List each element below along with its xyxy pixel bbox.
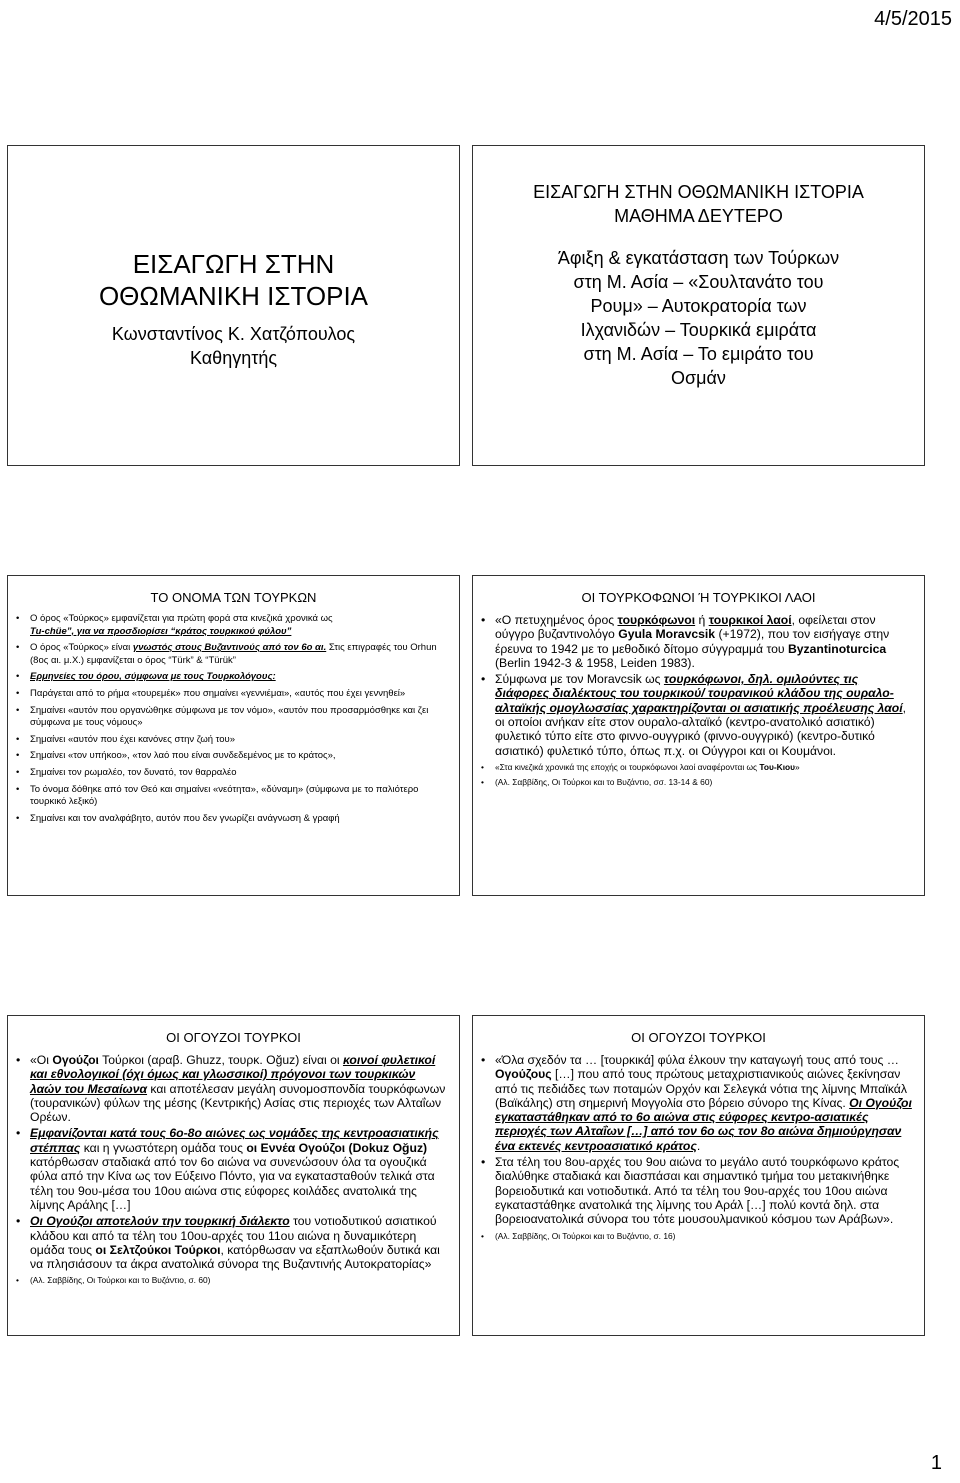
citation: • (Αλ. Σαββίδης, Οι Τούρκοι και το Βυζάντιο, σ. 60): [30, 1275, 449, 1286]
list-item: • Στα τέλη του 8ου-αρχές του 9ου αιώνα το μεγάλο αυτό τουρκόφωνο κράτος διαλύθηκε σταδιακά και διασπάσαι και σημαντικό τμήμα του μετακινήθηκε βορειοδυτικά και νοτιοδυτικά. Από τα τέλη του 9ου-αρχές του 10ου αιώνα εγκαταστάθηκε ανατολικά της λίμνης του Αράλ […] πολύ κοντά δηλ. στα βορειοανατολικά σύνορα του τότε μουσουλμανικού κόσμου των Αράβων».: [495, 1155, 914, 1226]
list-item: • Σύμφωνα με τον Moravcsik ως τουρκόφωνοι, δηλ. ομιλούντες τις διάφορες διαλέκτους του τουρκικού/ τουρανικού κλάδου της ουραλο-αλταϊκής ομογλωσσίας χαρακτηρίζονται οι ασιατικής προέλευσης λαοί, οι οποίοι ανήκαν είτε στον ουραλο-αλταϊκό (κεντρο-ανατολικό ασιατικό) φυλετικό τύπο είτε στο φιννο-ουγγρικό (φιννο-ουγγρικό) (κεντρο-δυτικό ασιατικό) φυλετικό τύπο, όπως π.χ. οι Ούγγροι και οι Κουμάνοι.: [495, 672, 914, 758]
slide-2-text-line: Ρουμ» – Αυτοκρατορία των: [590, 296, 807, 316]
slide-4-notes: [473, 762, 924, 788]
list-item: • Σημαίνει «τον υπήκοο», «τον λαό που είναι συνδεδεμένος με το κράτος»,: [30, 750, 449, 763]
list-item: • Σημαίνει τον ρωμαλέο, τον δυνατό, τον θαρραλέο: [30, 767, 449, 780]
slide-6-notes: [473, 1231, 924, 1242]
slide-3: [7, 575, 460, 896]
slide-2-text-line: Άφιξη & εγκατάσταση των Τούρκων: [557, 248, 840, 268]
list-item: • Σημαίνει και τον αναλφάβητο, αυτόν που δεν γνωρίζει ανάγνωση & γραφή: [30, 813, 449, 826]
list-item: • «Στα κινεζικά χρονικά της εποχής οι τουρκόφωνοι λαοί αναφέρονται ως Του-Κιου»: [495, 762, 914, 773]
slide-3-title: ΤΟ ΟΝΟΜΑ ΤΩΝ ΤΟΥΡΚΩΝ: [150, 590, 317, 605]
slide-3-list: [8, 613, 459, 825]
slide-4-title: ΟΙ ΤΟΥΡΚΟΦΩΝΟΙ Ή ΤΟΥΡΚΙΚΟΙ ΛΑΟΙ: [581, 590, 816, 605]
list-item: • Οι Ογούζοι αποτελούν την τουρκική διάλεκτο του νοτιοδυτικού ασιατικού κλάδου και από τα τέλη του 10ου-αρχές του 11ου αιώνα η δυναμικότερη ομάδα τους οι Σελτζούκοι Τούρκοι, κατόρθωσαν να εξαπλωθούν δυτικά και να πλησιάσουν τα άκρα ανατολικά σύνορα της Βυζαντινής Αυτοκρατορίας»: [30, 1214, 449, 1271]
list-item: • Το όνομα δόθηκε από τον Θεό και σημαίνει «νεότητα», «δύναμη» (σύμφωνα με το παλιότερο τουρκικό λεξικό): [30, 784, 449, 809]
slide-6-list: [473, 1053, 924, 1227]
slide-6: [472, 1015, 925, 1336]
list-item: • Ο όρος «Τούρκος» εμφανίζεται για πρώτη φορά στα κινεζικά χρονικά ως Tu-chüe”, για να προσδιορίσει “κράτος τουρκικού φύλου”: [30, 613, 449, 638]
slide-6-title: ΟΙ ΟΓΟΥΖΟΙ ΤΟΥΡΚΟΙ: [631, 1030, 766, 1045]
list-item: • Ερμηνείες του όρου, σύμφωνα με τους Τουρκολόγους:: [30, 671, 449, 684]
slide-2: [472, 145, 925, 466]
slide-2-text-line: στη Μ. Ασία – «Σουλτανάτο του: [573, 272, 824, 292]
citation: • (Αλ. Σαββίδης, Οι Τούρκοι και το Βυζάντιο, σσ. 13-14 & 60): [495, 777, 914, 788]
list-item: • «Ο πετυχημένος όρος τουρκόφωνοι ή τουρκικοί λαοί, οφείλεται στον ούγγρο βυζαντινολόγο Gyula Moravcsik (+1972), που τον εισήγαγε στην έρευνα το 1942 με το μεθοδικό δίτομο σύγγραμμά του Byzantinoturcica (Berlin 1942-3 & 1958, Leiden 1983).: [495, 613, 914, 670]
slide-2-text-line: Ιλχανιδών – Τουρκικά εμιράτα: [580, 320, 817, 340]
list-item: • «Οι Ογούζοι Τούρκοι (αραβ. Ghuzz, τουρκ. Oğuz) είναι οι κοινοί φυλετικοί και εθνολογικοί (όχι όμως και γλωσσικοί) πρόγονοι των τουρκικών λαών του Μεσαίωνα και αποτέλεσαν μεγάλη συνομοσπονδία τουρκόφωνων (τουρανικών) φύλων της μέσης (Κεντρικής) Ασίας στις περιοχές των Αλταΐων Ορέων.: [30, 1053, 449, 1124]
author-role: Καθηγητής: [189, 348, 278, 368]
slide-2-text-line: Οσμάν: [671, 368, 726, 388]
slide-5: [7, 1015, 460, 1336]
list-item: • Σημαίνει «αυτόν που έχει κανόνες στην ζωή του»: [30, 734, 449, 747]
list-item: • Ο όρος «Τούρκος» είναι γνωστός στους Βυζαντινούς από τον 6ο αι. Στις επιγραφές του Orhun (8ος αι. μ.Χ.) εμφανίζεται ο όρος “Türk” & “Türük”: [30, 642, 449, 667]
slide-4: [472, 575, 925, 896]
slide-5-title: ΟΙ ΟΓΟΥΖΟΙ ΤΟΥΡΚΟΙ: [166, 1030, 301, 1045]
citation: • (Αλ. Σαββίδης, Οι Τούρκοι και το Βυζάντιο, σ. 16): [495, 1231, 914, 1242]
author-name: Κωνσταντίνος Κ. Χατζόπουλος: [111, 324, 356, 344]
page-number: 1: [930, 1452, 942, 1474]
list-item: • Σημαίνει «αυτόν που οργανώθηκε σύμφωνα με τον νόμο», «αυτόν που προσαρμόσθηκε και ζει σύμφωνα με τους νόμους»: [30, 705, 449, 730]
slide-4-list: [473, 613, 924, 758]
slide-2-subheading: ΜΑΘΗΜΑ ΔΕΥΤΕΡΟ: [614, 206, 783, 226]
slide-title-line-1: ΕΙΣΑΓΩΓΗ ΣΤΗΝ: [132, 249, 335, 279]
slide-1: [7, 145, 460, 466]
slide-title-line-2: ΟΘΩΜΑΝΙΚΗ ΙΣΤΟΡΙΑ: [98, 281, 369, 311]
slide-5-list: [8, 1053, 459, 1271]
list-item: • Παράγεται από το ρήμα «τουρεμέκ» που σημαίνει «γεννιέμαι», «αυτός που έχει γεννηθεί»: [30, 688, 449, 701]
header-date: 4/5/2015: [874, 8, 952, 30]
slide-2-text-line: στη Μ. Ασία – Το εμιράτο του: [583, 344, 814, 364]
list-item: • «Όλα σχεδόν τα … [τουρκικά] φύλα έλκουν την καταγωγή τους από τους … Ογούζους […] που από τους πρώτους μεταχριστιανικούς αιώνες ξεκίνησαν από τις πεδιάδες των ποταμών Ορχόν και Σελεγκά νότια της λίμνης Μπαϊκάλ (Βαϊκάλης) στη σημερινή Μογγολία στο βόρειο σύνορο της Κίνας. Οι Ογούζοι εγκαταστάθηκαν από το 6ο αιώνα στις εύφορες κεντρο-ασιατικές περιοχές των Αλταΐων […] από τον 6ο ως τον 8ο αιώνα δημιούργησαν ένα εκτενές κεντροασιατικό κράτος.: [495, 1053, 914, 1153]
slide-2-heading: ΕΙΣΑΓΩΓΗ ΣΤΗΝ ΟΘΩΜΑΝΙΚΗ ΙΣΤΟΡΙΑ: [533, 182, 864, 202]
list-item: • Εμφανίζονται κατά τους 6ο-8ο αιώνες ως νομάδες της κεντροασιατικής στέππας και η γνωστότερη ομάδα τους οι Εννέα Ογούζοι (Dokuz Oğuz) κατόρθωσαν σταδιακά από τον 6ο αιώνα να συνενώσουν όλα τα ογουζικά φύλα από την Κίνα ως τον Εύξεινο Πόντο, για να εγκατασταθούν τελικά στα τέλη του 9ου-μέσα του 10ου αιώνα στις εύφορες κοιλάδες ανατολικά της λίμνης Αράλης […]: [30, 1126, 449, 1212]
slide-5-notes: [8, 1275, 459, 1286]
